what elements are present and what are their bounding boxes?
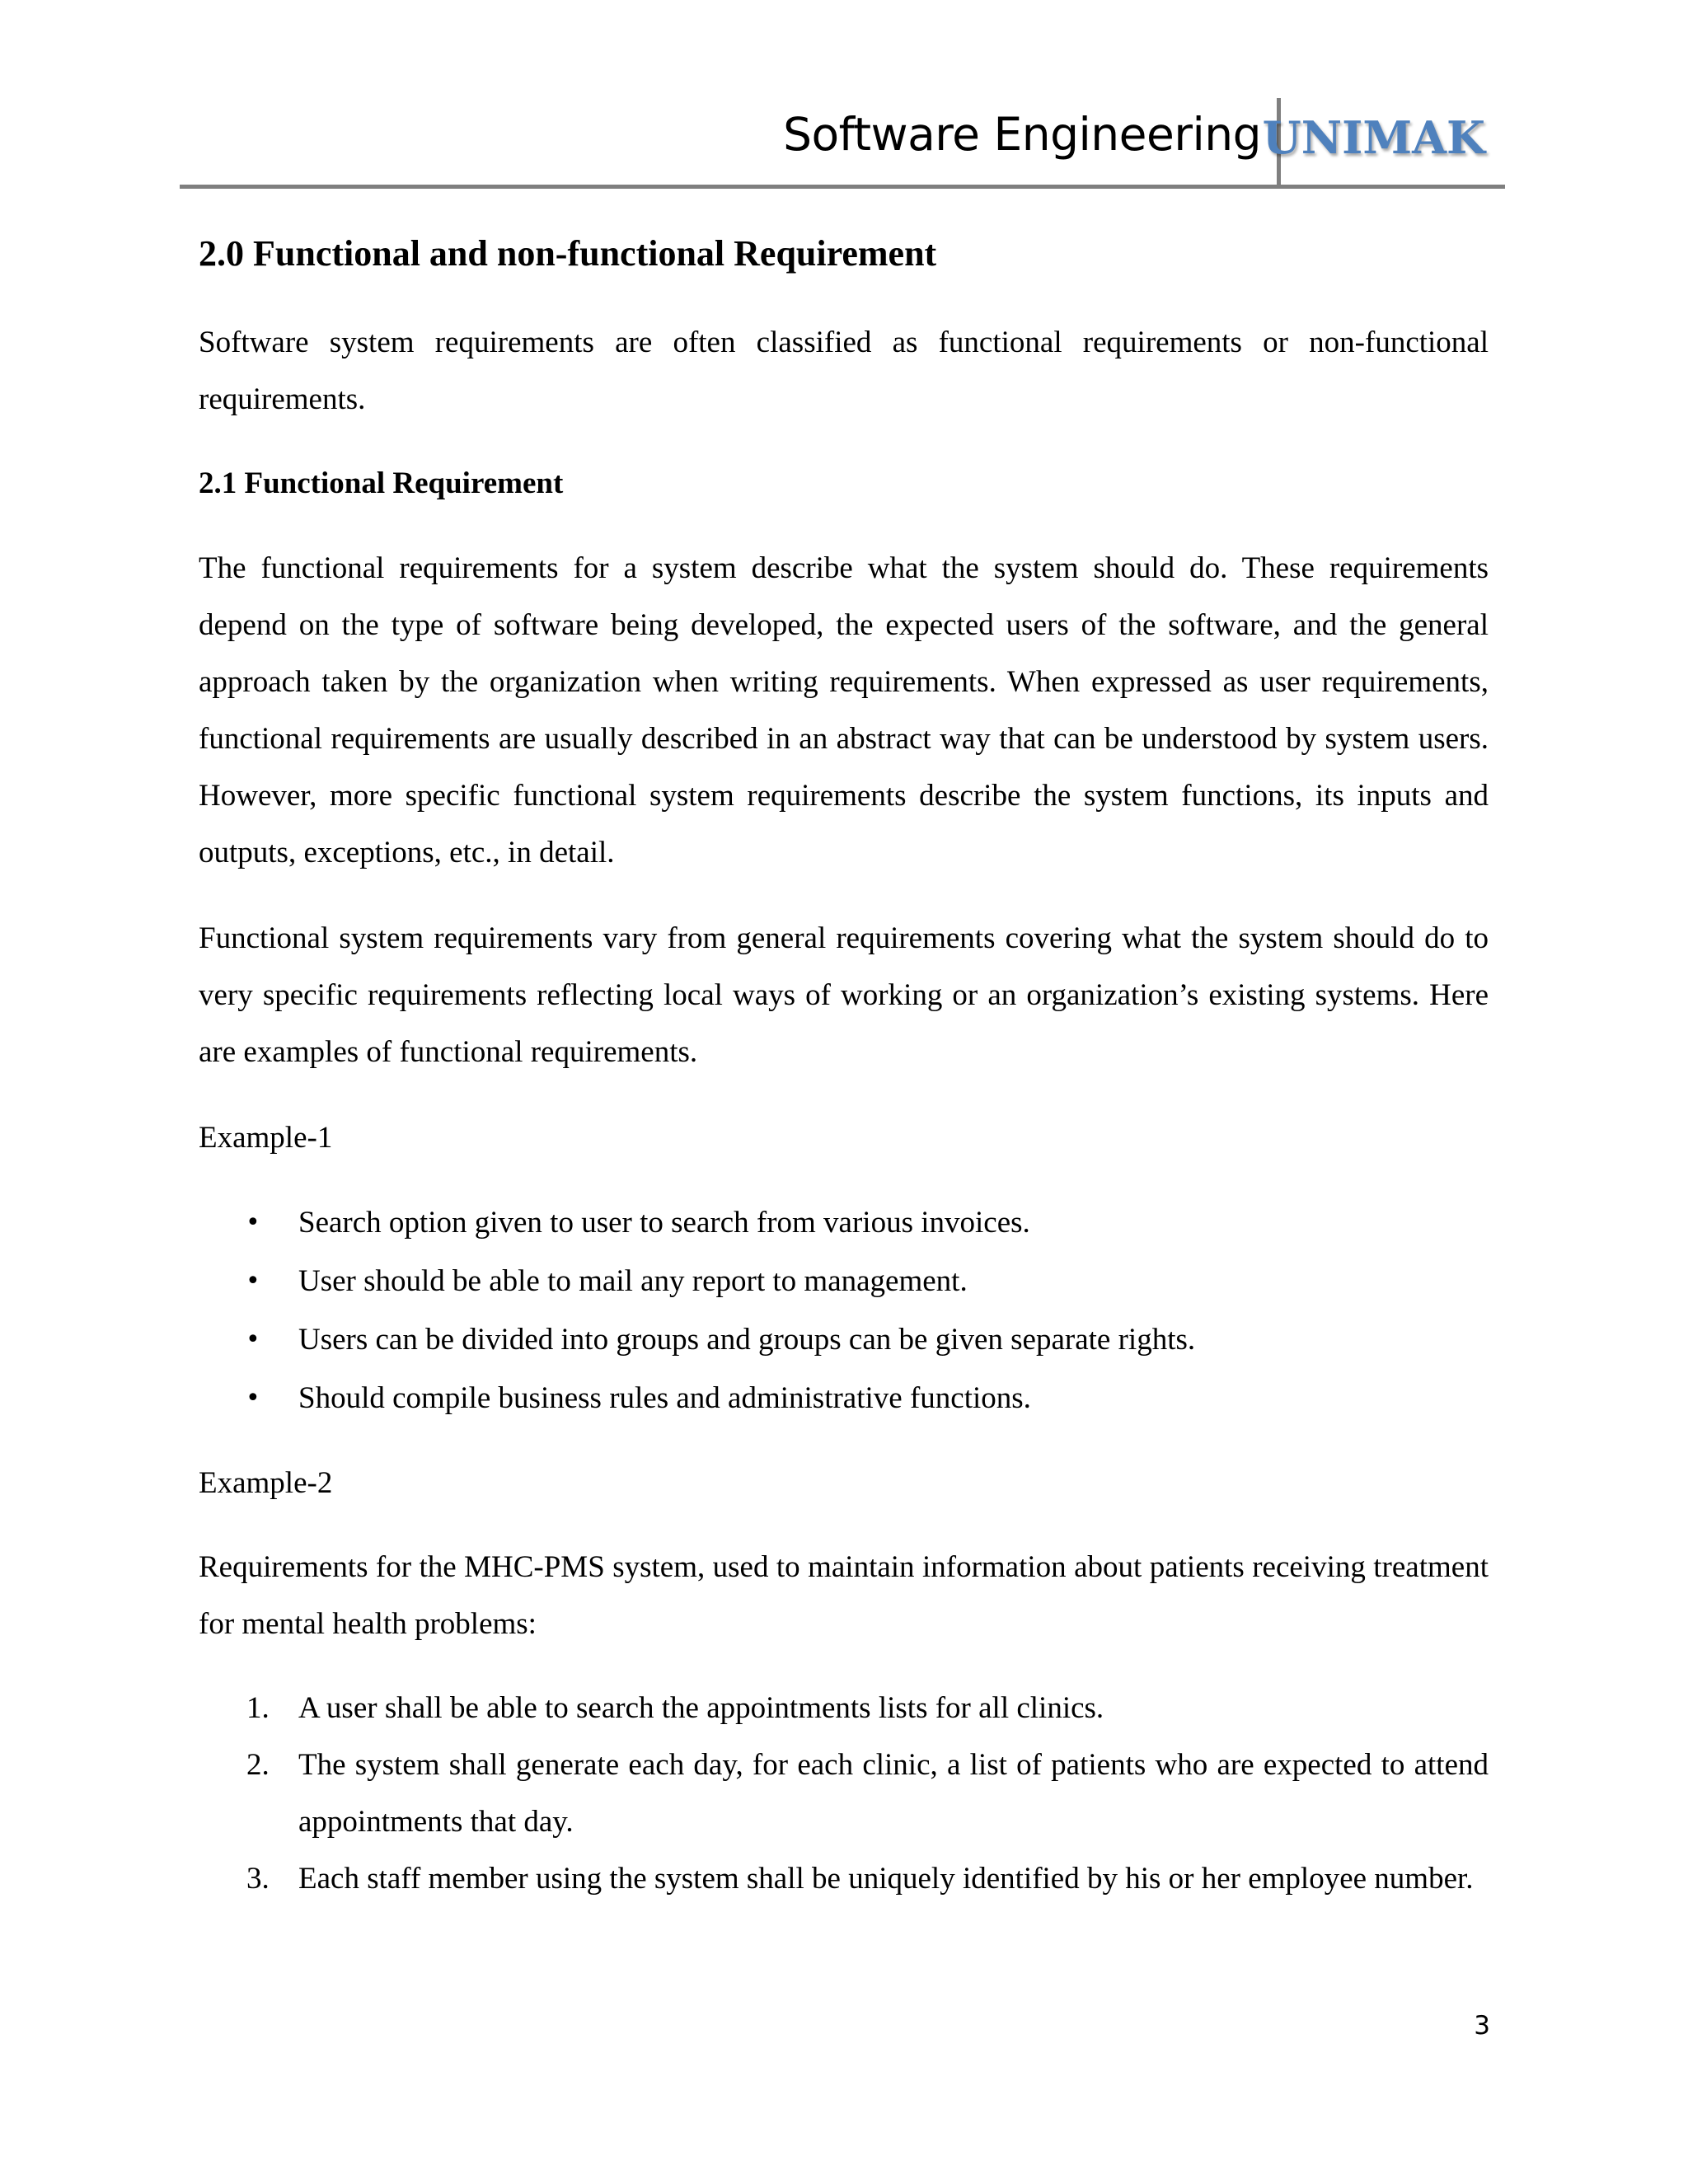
example-1-bullet-list [199,1193,1489,1427]
example-2-numbered-list [199,1680,1489,1907]
page-content [199,221,1489,1907]
bullet-icon: • [246,1267,260,1296]
list-item [199,1850,1489,1907]
example-2-intro: Requirements for the MHC-PMS system, used to maintain information about patients receiving treatment for mental health problems: [199,1550,1489,1641]
page-header [180,95,1505,189]
section-heading: 2.0 Functional and non-functional Requirement [199,233,937,274]
list-item [199,1252,1489,1310]
list-item-text: Users can be divided into groups and groups can be given separate rights. [298,1323,1196,1357]
list-number: 3. [246,1862,270,1896]
list-item-text: A user shall be able to search the appointments lists for all clinics. [298,1691,1104,1725]
list-item [199,1193,1489,1252]
list-item-text: Each staff member using the system shall be uniquely identified by his or her employee number. [298,1862,1474,1896]
list-item-text: The system shall generate each day, for each clinic, a list of patients who are expected to attend appointments that day. [298,1748,1489,1839]
example-2-label: Example-2 [199,1466,333,1500]
bullet-icon: • [246,1325,260,1354]
list-item [199,1736,1489,1850]
list-number: 1. [246,1691,270,1725]
section-intro: Software system requirements are often classified as functional requirements or non-functional requirements. [199,326,1489,416]
paragraph: The functional requirements for a system describe what the system should do. These requirements depend on the type of software being developed, the expected users of the software, and the general approach taken by the organization when writing requirements. When expressed as user requirements, functional requirements are usually described in an abstract way that can be understood by system users. However, more specific functional system requirements describe the system functions, its inputs and outputs, exceptions, etc., in detail. [199,551,1489,869]
page-number: 3 [1474,2011,1490,2041]
list-item [199,1369,1489,1427]
bullet-icon: • [246,1208,260,1237]
list-item-text: Should compile business rules and administrative functions. [298,1381,1031,1415]
list-number: 2. [246,1748,270,1782]
bullet-icon: • [246,1384,260,1413]
list-item-text: Search option given to user to search from various invoices. [298,1206,1030,1240]
list-item-text: User should be able to mail any report to management. [298,1264,968,1298]
example-1-label: Example-1 [199,1121,333,1155]
header-title: Software Engineering [783,108,1261,161]
paragraph: Functional system requirements vary from general requirements covering what the system should do to very specific requirements reflecting local ways of working or an organization’s existing systems. Here are examples of functional requirements. [199,921,1489,1069]
list-item [199,1310,1489,1369]
list-item [199,1680,1489,1736]
subsection-heading: 2.1 Functional Requirement [199,466,564,500]
header-brand-logo: UNIMAK [1262,111,1485,164]
